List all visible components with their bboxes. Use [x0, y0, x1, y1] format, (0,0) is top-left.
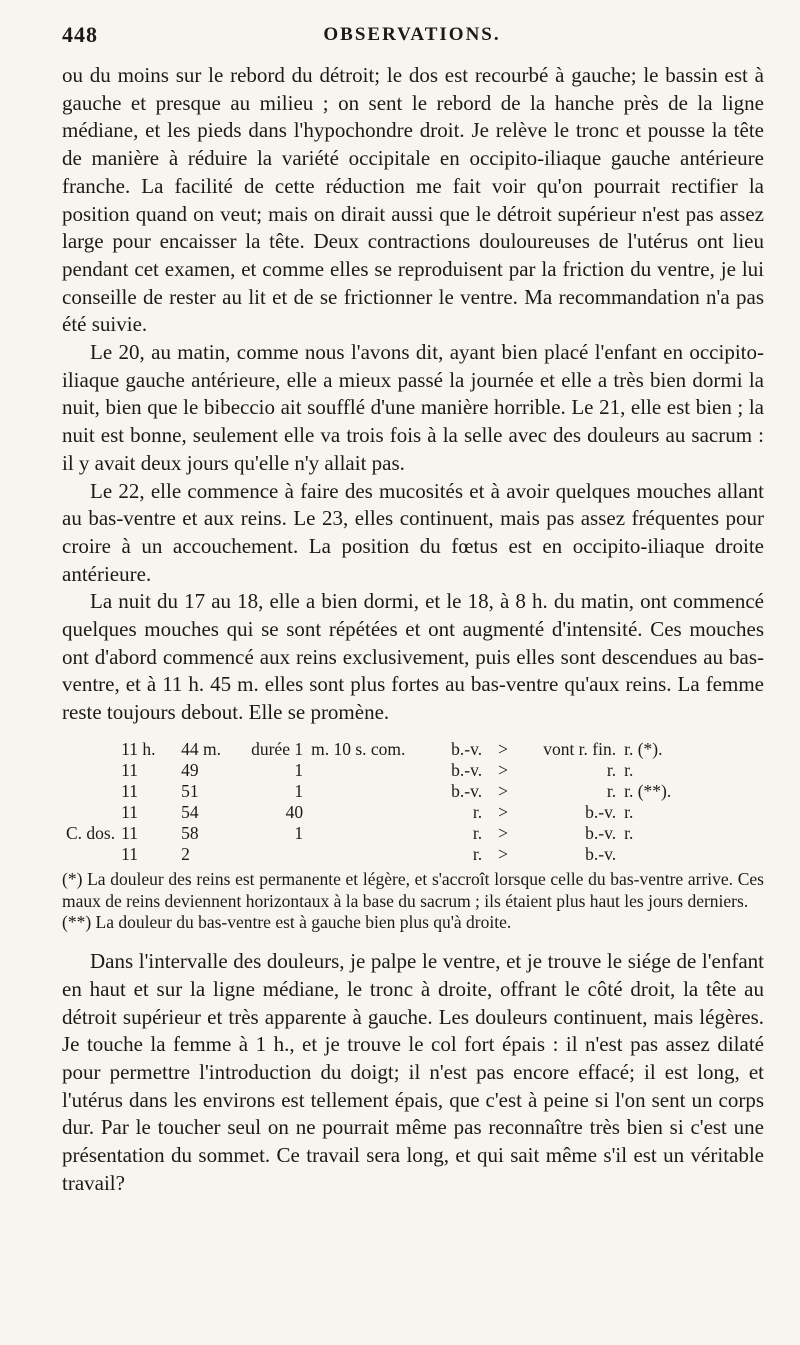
paragraph: Le 20, au matin, comme nous l'avons dit, ayant bien placé l'enfant en occipito-iliaque gauche antérieure, elle a mieux passé la journée et elle a très bien dormi la nuit, bien que le bibeccio ait soufflé d'une manière horrible. Le 21, elle est bien ; la nuit est bonne, seulement elle va trois fois à la selle avec des douleurs au sacrum : il y avait deux jours qu'elle n'y allait pas.	[62, 340, 764, 475]
row-label	[62, 781, 117, 802]
end-site-cell: r.	[624, 759, 634, 780]
row-label	[62, 802, 117, 823]
hour-cell: 11	[121, 759, 138, 780]
direction-arrow: >	[498, 843, 509, 864]
hour-cell: 11	[121, 843, 138, 864]
duration-cell: 1	[294, 822, 304, 843]
table-row	[62, 781, 692, 802]
duration-unit-cell	[307, 823, 420, 844]
end-site-cell: b.-v.	[585, 822, 617, 843]
row-label	[62, 844, 117, 865]
end-site-cell: r.	[606, 780, 617, 801]
start-site-cell: b.-v.	[451, 738, 483, 759]
minute-cell: 49	[181, 759, 199, 780]
hour-cell: 11	[121, 780, 138, 801]
row-label	[62, 739, 117, 760]
table-row	[62, 760, 692, 781]
end-site-cell: r.	[624, 822, 634, 843]
hour-cell: 11 h.	[121, 738, 156, 759]
duration-unit-cell: m. 10 s. com.	[311, 738, 406, 759]
duration-unit-cell	[307, 844, 420, 865]
end-site-cell: r. (*).	[624, 738, 663, 759]
minute-cell: 44 m.	[181, 738, 221, 759]
table-row	[62, 739, 692, 760]
direction-arrow: >	[498, 780, 509, 801]
minute-cell: 2	[181, 843, 190, 864]
footnote: (**) La douleur du bas-ventre est à gauche bien plus qu'à droite.	[62, 912, 512, 933]
start-site-cell: b.-v.	[451, 759, 483, 780]
start-site-cell: r.	[472, 801, 483, 822]
end-site-cell: b.-v.	[585, 843, 617, 864]
end-site-cell: r.	[606, 759, 617, 780]
direction-arrow: >	[498, 801, 509, 822]
duration-cell	[243, 844, 307, 865]
hour-cell: 11	[121, 801, 138, 822]
start-site-cell: b.-v.	[451, 780, 483, 801]
duration-cell: 1	[294, 759, 304, 780]
footnote: (*) La douleur des reins est permanente et légère, et s'accroît lorsque celle du bas-ventre arrive. Ces maux de reins deviennent horizontaux à la base du sacrum ; ils étaient plus haut les jours derniers.	[62, 868, 764, 911]
duration-cell: 1	[294, 780, 304, 801]
end-site-cell: b.-v.	[585, 801, 617, 822]
footnotes	[62, 869, 764, 934]
hour-cell: 11	[121, 822, 138, 843]
minute-cell: 54	[181, 801, 199, 822]
table-row	[62, 823, 692, 844]
end-site-cell: r.	[624, 801, 634, 822]
page-header	[62, 22, 762, 50]
contraction-table	[62, 739, 692, 865]
end-site-cell	[620, 844, 692, 865]
page-number: 448	[62, 22, 98, 47]
duration-unit-cell	[307, 760, 420, 781]
duration-unit-cell	[307, 781, 420, 802]
start-site-cell: r.	[472, 822, 483, 843]
row-label	[62, 760, 117, 781]
table-row	[62, 802, 692, 823]
running-title: OBSERVATIONS.	[323, 24, 501, 45]
direction-arrow: >	[498, 759, 509, 780]
body-text	[62, 62, 764, 1198]
paragraph: ou du moins sur le rebord du détroit; le dos est recourbé à gauche; le bassin est à gauche et presque au milieu ; on sent le rebord de la hanche près de la ligne médiane, et les pieds dans l'hypochondre droit. Je relève le tronc et pousse la tête de manière à réduire la variété occipitale en occipito-iliaque gauche antérieure franche. La facilité de cette réduction me fait voir qu'on pourrait rectifier la position quand on veut; mais on dirait aussi que le détroit supérieur n'est pas assez large pour encaisser la tête. Deux contractions douloureuses de l'utérus ont lieu pendant cet examen, et comme elles se reproduisent par la friction du ventre, je lui conseille de rester au lit et de se frictionner le ventre. Ma recommandation n'a pas été suivie.	[62, 63, 764, 337]
start-site-cell: r.	[472, 843, 483, 864]
paragraph: La nuit du 17 au 18, elle a bien dormi, et le 18, à 8 h. du matin, ont commencé quelques mouches qui se sont répétées et ont augmenté d'intensité. Ces mouches ont d'abord commencé aux reins exclusivement, puis elles sont descendues au bas-ventre, et à 11 h. 45 m. elles sont plus fortes au bas-ventre qu'aux reins. La femme reste toujours debout. Elle se promène.	[62, 589, 764, 725]
minute-cell: 51	[181, 780, 199, 801]
duration-cell: durée 1	[251, 738, 304, 759]
minute-cell: 58	[181, 822, 199, 843]
end-site-cell: r. (**).	[624, 780, 672, 801]
direction-arrow: >	[498, 822, 509, 843]
paragraph: Dans l'intervalle des douleurs, je palpe le ventre, et je trouve le siége de l'enfant en haut et sur la ligne médiane, le tronc à droite, offrant le côté droit, la tête au détroit supérieur et très apparente à gauche. Les douleurs continuent, mais légères. Je touche la femme à 1 h., et je trouve le col fort épais : il n'est pas assez dilaté pour permettre l'introduction du doigt; il n'est pas encore effacé; il est long, et l'utérus dans les environs est tellement épais, que c'est à peine si l'on sent un corps dur. Par le toucher seul on ne pourrait même pas reconnaître très bien si c'est une présentation du sommet. Ce travail sera long, et qui sait même s'il est un véritable travail?	[62, 949, 764, 1195]
duration-cell: 40	[285, 801, 304, 822]
table-row	[62, 844, 692, 865]
paragraph: Le 22, elle commence à faire des mucosités et à avoir quelques mouches allant au bas-ventre et aux reins. Le 23, elles continuent, mais pas assez fréquentes pour croire à un accouchement. La position du fœtus est en occipito-iliaque droite antérieure.	[62, 478, 764, 586]
row-label: C. dos.	[66, 822, 116, 843]
end-site-cell: vont r. fin.	[543, 738, 617, 759]
direction-arrow: >	[498, 738, 509, 759]
duration-unit-cell	[307, 802, 420, 823]
